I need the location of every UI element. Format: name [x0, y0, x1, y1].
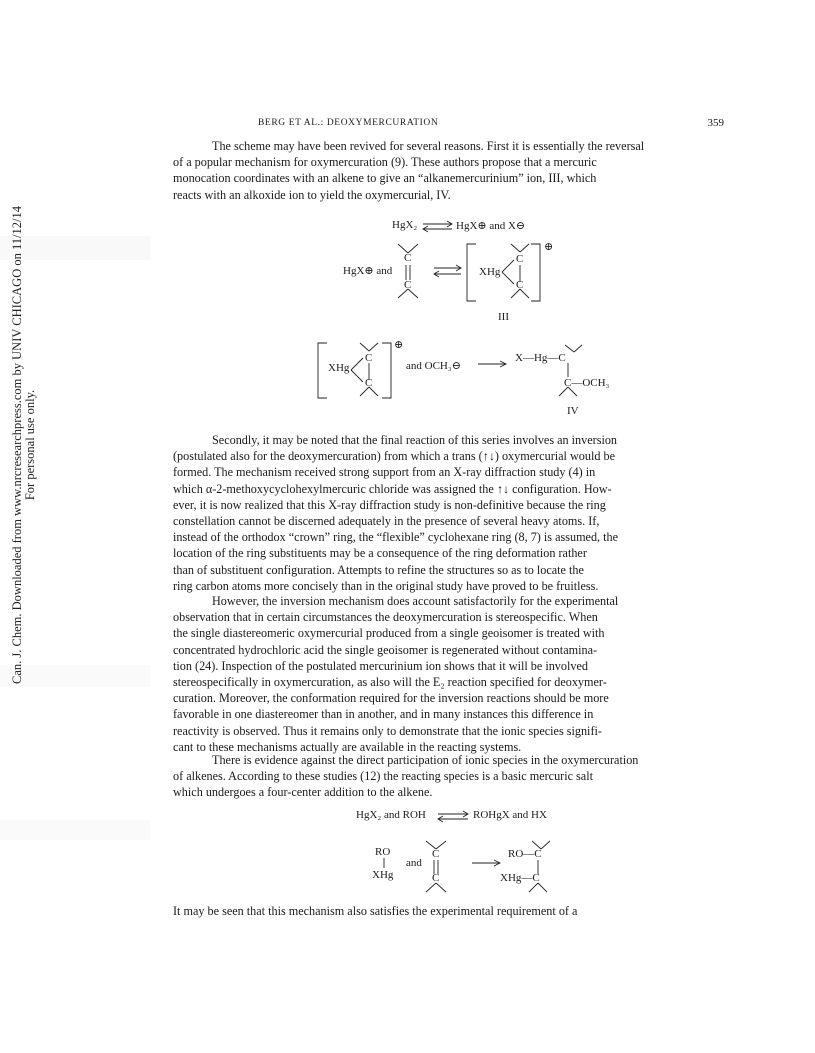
text-line: ever, it is now realized that this X-ray diffraction study is non-definitive because the ring — [173, 497, 606, 512]
positive-charge: ⊕ — [394, 339, 404, 351]
compound-label-iii: III — [498, 311, 509, 323]
text-line: than of substituent configuration. Attempts to refine the structures so as to locate the — [173, 562, 584, 577]
carbon-atom: C — [432, 848, 440, 860]
text-line: location of the ring substituents may be a consequence of the ring deformation rather — [173, 546, 587, 561]
text-line: reacts with an alkoxide ion to yield the oxymercurial, IV. — [173, 187, 451, 202]
reactants: HgX₂ and ROH — [356, 809, 426, 821]
text-line: tion (24). Inspection of the postulated mercurinium ion shows that it will be involved — [173, 658, 588, 673]
text-line: stereospecifically in oxymercuration, as also will the E₂ reaction specified for deoxymer- — [173, 675, 607, 690]
paragraph-3 — [173, 593, 726, 755]
text-line: ring carbon atoms more concisely than in the original study have proved to be fruitless. — [173, 578, 599, 593]
watermark-line-1: Can. J. Chem. Downloaded from www.nrcresearchpress.com by UNIV CHICAGO on 11/12/14 — [10, 206, 24, 684]
text-line: of a popular mechanism for oxymercuration (9). These authors propose that a mercuric — [173, 155, 597, 170]
paragraph-5 — [173, 903, 726, 919]
hgx-cation-and: HgX⊕ and — [343, 265, 393, 277]
text-line: monocation coordinates with an alkene to give an “alkanemercurinium” ion, III, which — [173, 171, 597, 186]
paragraph-4 — [173, 752, 726, 801]
xhg-label: XHg — [479, 266, 501, 278]
text-line: (postulated also for the deoxymercuration) from which a trans (↑↓) oxymercurial would be — [173, 449, 615, 464]
carbon-atom: C — [516, 279, 524, 291]
carbon-atom: C — [432, 872, 440, 884]
carbon-atom: C — [365, 377, 373, 389]
carbon-atom: C — [404, 279, 412, 291]
products: ROHgX and HX — [473, 809, 547, 821]
text-line: observation that in certain circumstances the deoxymercuration is stereospecific. When — [173, 610, 598, 625]
ro-label: RO — [375, 846, 391, 858]
text-line: reactivity is observed. Thus it remains only to demonstrate that the ionic species signifi- — [173, 723, 602, 738]
text-line: Secondly, it may be noted that the final reaction of this series involves an inversion — [212, 433, 618, 447]
carbon-atom: C — [516, 253, 524, 265]
xhg-label: XHg — [328, 362, 350, 374]
page-number: 359 — [707, 117, 724, 129]
ion-products: HgX⊕ and X⊖ — [456, 220, 526, 232]
text-line: which undergoes a four-center addition to the alkene. — [173, 785, 433, 800]
text-line: cant to these mechanisms actually are available in the reacting systems. — [173, 739, 522, 754]
compound-label-iv: IV — [567, 405, 579, 417]
text-line: There is evidence against the direct participation of ionic species in the oxymercuration — [212, 753, 639, 767]
text-line: constellation cannot be discerned adequately in the presence of several heavy atoms. If, — [173, 514, 600, 529]
methoxide-ion: and OCH₃⊖ — [406, 360, 461, 372]
watermark-line-2: For personal use only. — [23, 389, 37, 501]
positive-charge: ⊕ — [544, 241, 554, 253]
and-label: and — [406, 857, 422, 869]
text-line: curation. Moreover, the conformation required for the inversion reactions should be more — [173, 691, 609, 706]
paragraph-1 — [173, 138, 726, 203]
xhg-label: XHg — [372, 869, 394, 881]
text-line: of alkenes. According to these studies (12) the reacting species is a basic mercuric salt — [173, 769, 593, 784]
hgx2-formula: HgX₂ — [392, 219, 418, 231]
scan-artifact — [0, 820, 150, 840]
carbon-atom: C — [404, 252, 412, 264]
text-line: formed. The mechanism received strong support from an X-ray diffraction study (4) in — [173, 465, 596, 480]
methoxy-carbon: C—OCH₃ — [564, 377, 610, 389]
xhg-carbon: XHg—C — [500, 872, 540, 884]
paragraph-2 — [173, 432, 726, 594]
text-line: favorable in one diastereomer than in another, and in many instances this difference in — [173, 707, 594, 722]
text-line: the single diastereomeric oxymercurial produced from a single geoisomer is treated with — [173, 626, 605, 641]
text-line: The scheme may have been revived for several reasons. First it is essentially the reversal — [212, 139, 645, 153]
text-line: instead of the orthodox “crown” ring, the “flexible” cyclohexane ring (8, 7) is assumed, the — [173, 530, 619, 545]
download-watermark — [11, 145, 37, 745]
running-title: BERG ET AL.: DEOXYMERCURATION — [258, 118, 439, 128]
text-line: which α-2-methoxycyclohexylmercuric chloride was assigned the ↑↓ configuration. How- — [173, 481, 612, 496]
text-line: It may be seen that this mechanism also satisfies the experimental requirement of a — [173, 904, 578, 918]
carbon-atom: C — [365, 352, 373, 364]
ro-carbon: RO—C — [508, 848, 542, 860]
text-line: concentrated hydrochloric acid the single geoisomer is regenerated without contamina- — [173, 642, 598, 657]
organomercury-chain: X—Hg—C — [515, 352, 566, 364]
text-line: However, the inversion mechanism does account satisfactorily for the experimental — [212, 594, 619, 608]
